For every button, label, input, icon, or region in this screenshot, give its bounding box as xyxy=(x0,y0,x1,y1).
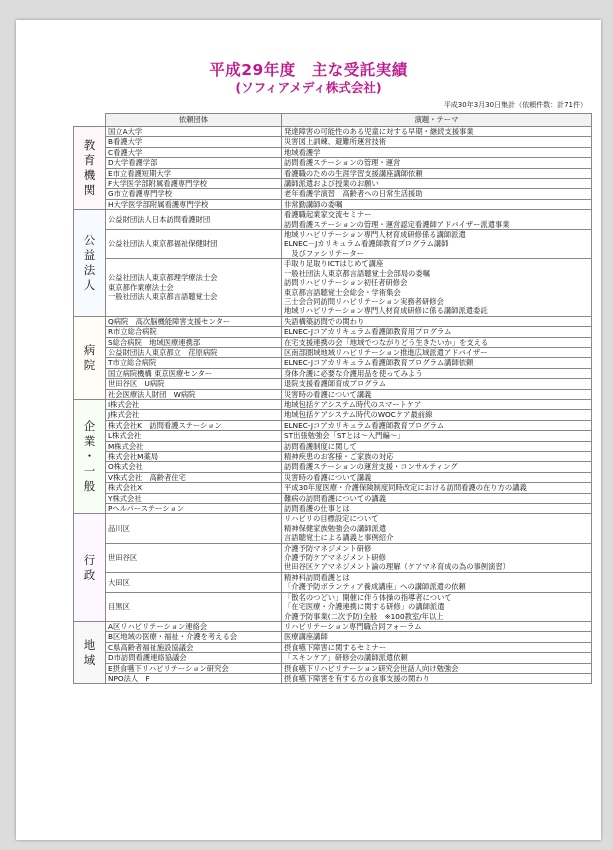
org-cell xyxy=(106,347,282,357)
org-line: R市立総合病院 xyxy=(108,327,157,337)
theme-cell xyxy=(282,493,592,503)
theme-line: 三士会合同訪問リハビリテーション実務者研修会 xyxy=(284,296,444,306)
org-line: C看護大学 xyxy=(108,147,143,157)
category-cell xyxy=(74,127,106,210)
theme-cell xyxy=(282,410,592,420)
theme-cell xyxy=(282,137,592,147)
theme-line: 講師派遣および授業のお願い xyxy=(284,179,379,189)
theme-cell xyxy=(282,199,592,209)
org-line: 国立A大学 xyxy=(108,127,143,136)
theme-line: ELNEC-Jコアカリキュラム看護師教育用プログラム xyxy=(284,327,452,337)
org-line: C県高齢者福祉施設協議会 xyxy=(108,642,194,652)
table-body xyxy=(74,127,592,684)
theme-line: 訪問看護制度に関して xyxy=(284,441,357,451)
category-char: 益 xyxy=(83,247,96,262)
org-line: 公益財団法人東京都立 荏原病院 xyxy=(108,347,218,357)
table-row xyxy=(74,673,592,683)
table-row xyxy=(74,337,592,347)
org-cell xyxy=(106,452,282,462)
theme-line: 区南部圏域地域リハビリテーション推進広域派遣アドバイザー xyxy=(284,347,488,357)
theme-line: ELNEC-Jコアカリキュラム看護師教育プログラム xyxy=(284,420,445,430)
org-line: B区地域の医療・福祉・介護を考える会 xyxy=(108,632,238,642)
table-row xyxy=(74,168,592,178)
theme-cell xyxy=(282,673,592,683)
theme-line: 災害図上訓練、避難所運営技術 xyxy=(284,137,387,147)
table-row xyxy=(74,462,592,472)
theme-cell xyxy=(282,316,592,326)
category-char: 関 xyxy=(83,183,96,198)
theme-line: ELNEC－Jカリキュラム看護師教育プログラム講師 xyxy=(284,239,449,249)
org-line: 一般社団法人東京都言語聴覚士会 xyxy=(108,292,218,302)
table-row xyxy=(74,179,592,189)
page-subtitle: (ソフィアメディ株式会社) xyxy=(235,80,382,95)
org-line: S総合病院 地域医療連携部 xyxy=(108,337,201,347)
org-line: I株式会社 xyxy=(108,399,140,409)
theme-line: 介護予防事業(二次予防)全般 ※100教室/年以上 xyxy=(284,611,444,621)
theme-line: 手取り足取りICTはじめて講座 xyxy=(284,259,384,269)
org-cell xyxy=(106,368,282,378)
org-line: Pヘルパーステーション xyxy=(108,504,185,514)
org-cell xyxy=(106,543,282,572)
org-line: 品川区 xyxy=(108,523,130,533)
theme-cell xyxy=(282,441,592,451)
org-cell xyxy=(106,410,282,420)
table-row xyxy=(74,399,592,409)
page-title: 平成29年度 主な受託実績 xyxy=(209,61,408,79)
theme-line: 訪問看護ステーションの運営支援・コンサルティング xyxy=(284,462,458,472)
theme-cell xyxy=(282,127,592,137)
theme-line: 災害時の看護について講義 xyxy=(284,389,372,399)
theme-line: 訪問看護ステーションの管理・運営 xyxy=(284,158,401,168)
table-row xyxy=(74,472,592,482)
org-line: G市立看護専門学校 xyxy=(108,189,173,199)
category-char: 機 xyxy=(83,168,96,183)
theme-line: 介護予防マネジメント研修 xyxy=(284,543,372,553)
org-line: 社会医療法人財団 W病院 xyxy=(108,389,196,399)
theme-line: 非常勤講師の委嘱 xyxy=(284,199,343,209)
org-line: 世田谷区 U病院 xyxy=(108,379,165,389)
table-row xyxy=(74,189,592,199)
theme-cell xyxy=(282,379,592,389)
org-cell xyxy=(106,462,282,472)
category-cell xyxy=(74,399,106,513)
org-cell xyxy=(106,514,282,543)
table-row xyxy=(74,572,592,592)
org-line: D市訪問看護連絡協議会 xyxy=(108,653,187,663)
theme-line: 世田谷区ケアマネジメント論の理解（ケアマネ育成の為の事例演習） xyxy=(284,562,510,572)
org-cell xyxy=(106,653,282,663)
category-char: 地 xyxy=(83,637,96,652)
category-char: 一 xyxy=(83,464,96,479)
table-row xyxy=(74,230,592,259)
theme-line: 「在宅医療・介護連携に関する研修」の講師派遣 xyxy=(284,602,445,612)
table-row xyxy=(74,543,592,572)
theme-line: 看護職起業家交流セミナー xyxy=(284,210,372,220)
org-line: L株式会社 xyxy=(108,431,142,441)
theme-line: 地域リハビリテーション専門人材育成研修係る講師派遣 xyxy=(284,230,466,240)
category-char: 域 xyxy=(83,652,96,667)
table-row xyxy=(74,621,592,631)
theme-line: リハビリの目標設定について xyxy=(284,514,379,524)
theme-line: 地域包括ケアシステム時代のスマートケア xyxy=(284,399,422,409)
org-cell xyxy=(106,199,282,209)
table-row xyxy=(74,137,592,147)
table-row xyxy=(74,483,592,493)
theme-line: 摂食嚥下障害に関するセミナー xyxy=(284,642,387,652)
org-line: E市立看護短期大学 xyxy=(108,168,171,178)
org-cell xyxy=(106,673,282,683)
category-char: 教 xyxy=(83,138,96,153)
org-line: F大学医学部附属看護専門学校 xyxy=(108,179,208,189)
theme-line: 難病の訪問看護についての講義 xyxy=(284,493,387,503)
org-cell xyxy=(106,259,282,316)
theme-cell xyxy=(282,504,592,514)
theme-cell xyxy=(282,592,592,621)
table-row xyxy=(74,379,592,389)
org-line: 公益財団法人日本訪問看護財団 xyxy=(108,214,211,224)
org-cell xyxy=(106,493,282,503)
org-cell xyxy=(106,179,282,189)
org-cell xyxy=(106,504,282,514)
org-cell xyxy=(106,168,282,178)
results-table xyxy=(73,113,592,684)
org-cell xyxy=(106,147,282,157)
org-line: H大学医学部附属看護専門学校 xyxy=(108,199,209,209)
theme-cell xyxy=(282,632,592,642)
category-char: 企 xyxy=(83,419,96,434)
theme-line: ELNEC-Jコアカリキュラム看護師教育プログラム講師依頼 xyxy=(284,358,474,368)
theme-cell xyxy=(282,399,592,409)
table-row xyxy=(74,653,592,663)
org-cell xyxy=(106,337,282,347)
org-line: A区リハビリテーション連絡会 xyxy=(108,621,208,631)
org-line: Q病院 高次脳機能障害支援センター xyxy=(108,316,231,326)
theme-cell xyxy=(282,543,592,572)
theme-line: 精神保健家族勉強会の講師派遣 xyxy=(284,523,387,533)
category-char: 院 xyxy=(83,357,96,372)
org-line: 株式会社X xyxy=(108,483,143,493)
theme-line: 身体介護に必要な介護用品を使ってみよう xyxy=(284,368,423,378)
header-theme: 演題・テーマ xyxy=(282,114,592,127)
table-row xyxy=(74,431,592,441)
theme-cell xyxy=(282,431,592,441)
theme-line: 地域包括ケアシステム時代のWOCケア最前線 xyxy=(284,410,433,420)
table-row xyxy=(74,259,592,316)
theme-cell xyxy=(282,168,592,178)
table-header-row xyxy=(74,114,592,127)
table-row xyxy=(74,210,592,230)
org-cell xyxy=(106,663,282,673)
org-cell xyxy=(106,358,282,368)
category-cell xyxy=(74,514,106,621)
table-row xyxy=(74,592,592,621)
table-row xyxy=(74,663,592,673)
org-line: 大田区 xyxy=(108,577,130,587)
org-cell xyxy=(106,379,282,389)
theme-line: 及びファシリテーター xyxy=(284,248,364,258)
document-sheet xyxy=(16,20,601,840)
theme-line: 地域看護学 xyxy=(284,147,321,157)
table-row xyxy=(74,642,592,652)
org-cell xyxy=(106,642,282,652)
org-cell xyxy=(106,483,282,493)
theme-cell xyxy=(282,347,592,357)
org-cell xyxy=(106,420,282,430)
category-char: 育 xyxy=(83,153,96,168)
category-char: 病 xyxy=(83,342,96,357)
theme-cell xyxy=(282,462,592,472)
org-cell xyxy=(106,189,282,199)
theme-line: 精神疾患のお客様・ご家族の対応 xyxy=(284,452,394,461)
org-line: M株式会社 xyxy=(108,441,144,451)
theme-line: 訪問看護ステーションの管理・運営認定看護師アドバイザー派遣事業 xyxy=(284,219,510,229)
theme-cell xyxy=(282,621,592,631)
org-cell xyxy=(106,431,282,441)
table-row xyxy=(74,441,592,451)
org-cell xyxy=(106,230,282,259)
table-row xyxy=(74,410,592,420)
theme-cell xyxy=(282,663,592,673)
org-line: D大学看護学部 xyxy=(108,158,158,168)
category-char: 業 xyxy=(83,434,96,449)
theme-line: 発達障害の可能性のある児童に対する早期・継続支援事業 xyxy=(284,127,474,136)
org-line: O株式会社 xyxy=(108,462,143,472)
table-row xyxy=(74,420,592,430)
header-org: 依頼団体 xyxy=(106,114,282,127)
org-cell xyxy=(106,158,282,168)
table-row xyxy=(74,316,592,326)
theme-line: 地域リハビリテーション専門人材育成研修に係る講師派遣委託 xyxy=(284,306,488,316)
theme-cell xyxy=(282,327,592,337)
theme-line: ST出張勉強会「STとは～入門編～」 xyxy=(284,431,405,441)
org-cell xyxy=(106,472,282,482)
org-line: 株式会社K 訪問看護ステーション xyxy=(108,420,222,430)
theme-line: 言語聴覚士による講義と事例紹介 xyxy=(284,533,394,543)
org-line: B看護大学 xyxy=(108,137,143,147)
theme-line: 摂食嚥下障害を有する方の食事支援の関わり xyxy=(284,673,430,683)
org-cell xyxy=(106,210,282,230)
org-cell xyxy=(106,327,282,337)
org-line: V株式会社 高齢者住宅 xyxy=(108,472,186,482)
theme-cell xyxy=(282,259,592,316)
theme-cell xyxy=(282,337,592,347)
table-row xyxy=(74,493,592,503)
theme-line: 訪問リハビリテーション初任者研修会 xyxy=(284,278,408,288)
theme-cell xyxy=(282,147,592,157)
table-row xyxy=(74,452,592,462)
category-char: 人 xyxy=(83,277,96,292)
table-row xyxy=(74,514,592,543)
org-line: T市立総合病院 xyxy=(108,358,157,368)
category-char: 般 xyxy=(83,479,96,494)
theme-line: 失語構築訪問での関わり xyxy=(284,316,365,326)
theme-line: 平成30年度医療・介護保険制度同時改定における訪問看護の在り方の講義 xyxy=(284,483,527,493)
theme-line: 「スキンケア」研修会の講師派遣依頼 xyxy=(284,653,408,663)
theme-cell xyxy=(282,514,592,543)
theme-cell xyxy=(282,653,592,663)
theme-line: 災害時の看護について講義 xyxy=(284,472,372,482)
theme-cell xyxy=(282,210,592,230)
theme-line: 東京都言語聴覚士会総会・学術集会 xyxy=(284,287,401,297)
theme-cell xyxy=(282,368,592,378)
table-row xyxy=(74,199,592,209)
theme-line: 精神科訪問看護とは xyxy=(284,572,350,582)
table-row xyxy=(74,147,592,157)
org-cell xyxy=(106,399,282,409)
theme-line: 「散名のつどい」開催に伴う体操の指導者について xyxy=(284,592,452,602)
theme-cell xyxy=(282,230,592,259)
theme-cell xyxy=(282,420,592,430)
category-char: 政 xyxy=(83,567,96,582)
org-cell xyxy=(106,389,282,399)
table-row xyxy=(74,347,592,357)
theme-line: 医療講座講師 xyxy=(284,632,328,642)
theme-cell xyxy=(282,358,592,368)
category-cell xyxy=(74,210,106,316)
theme-line: 訪問看護の仕事とは xyxy=(284,504,350,514)
theme-cell xyxy=(282,158,592,168)
theme-cell xyxy=(282,472,592,482)
table-row xyxy=(74,127,592,137)
org-line: E摂食嚥下リハビリテーション研究会 xyxy=(108,663,229,673)
theme-cell xyxy=(282,452,592,462)
org-cell xyxy=(106,632,282,642)
org-line: 東京都作業療法士会 xyxy=(108,282,174,292)
header-blank-cell xyxy=(74,114,106,127)
theme-line: 看護職のための生涯学習支援講座講師依頼 xyxy=(284,168,423,178)
theme-line: 在宅支援連携の会「地域でつながりどう生きたいか」を支える xyxy=(284,337,489,347)
org-line: J株式会社 xyxy=(108,410,140,420)
org-cell xyxy=(106,127,282,137)
org-line: 公益社団法人東京都福祉保健財団 xyxy=(108,239,218,249)
org-cell xyxy=(106,137,282,147)
category-char: ・ xyxy=(83,449,96,464)
theme-cell xyxy=(282,642,592,652)
theme-line: 老年看護学演習 高齢者への日常生活援助 xyxy=(284,189,423,199)
theme-line: 摂食嚥下リハビリテーション研究会世話人向け勉強会 xyxy=(284,663,459,673)
org-line: 株式会社M薬局 xyxy=(108,452,159,461)
org-line: 国立病院機構 東京医療センター xyxy=(108,368,213,378)
theme-cell xyxy=(282,179,592,189)
table-row xyxy=(74,504,592,514)
theme-cell xyxy=(282,483,592,493)
org-cell xyxy=(106,621,282,631)
summary-note: 平成30年3月30日集計（依頼件数：計71件） xyxy=(443,101,587,109)
org-cell xyxy=(106,441,282,451)
theme-line: リハビリテーション専門職合同フォーラム xyxy=(284,621,422,631)
table-row xyxy=(74,327,592,337)
theme-cell xyxy=(282,189,592,199)
category-char: 行 xyxy=(83,552,96,567)
table-row xyxy=(74,358,592,368)
org-line: Y株式会社 xyxy=(108,493,142,503)
theme-cell xyxy=(282,389,592,399)
theme-line: 退院支援看護師育成プログラム xyxy=(284,379,387,389)
category-char: 公 xyxy=(83,232,96,247)
org-cell xyxy=(106,316,282,326)
org-line: 公益社団法人東京都理学療法士会 xyxy=(108,273,218,283)
table-row xyxy=(74,368,592,378)
org-cell xyxy=(106,592,282,621)
table-row xyxy=(74,389,592,399)
theme-cell xyxy=(282,572,592,592)
org-line: 世田谷区 xyxy=(108,553,138,563)
org-cell xyxy=(106,572,282,592)
category-char: 法 xyxy=(83,262,96,277)
theme-line: 「介護予防ボランティア養成講座」への講師派遣の依頼 xyxy=(284,582,466,592)
theme-line: 介護予防ケアマネジメント研修 xyxy=(284,553,386,563)
theme-line: 一般社団法人東京都言語聴覚士会部局の委嘱 xyxy=(284,268,430,278)
category-cell xyxy=(74,621,106,683)
category-cell xyxy=(74,316,106,399)
org-line: 目黒区 xyxy=(108,602,130,612)
org-line: NPO法人 F xyxy=(108,673,150,683)
table-row xyxy=(74,632,592,642)
table-row xyxy=(74,158,592,168)
